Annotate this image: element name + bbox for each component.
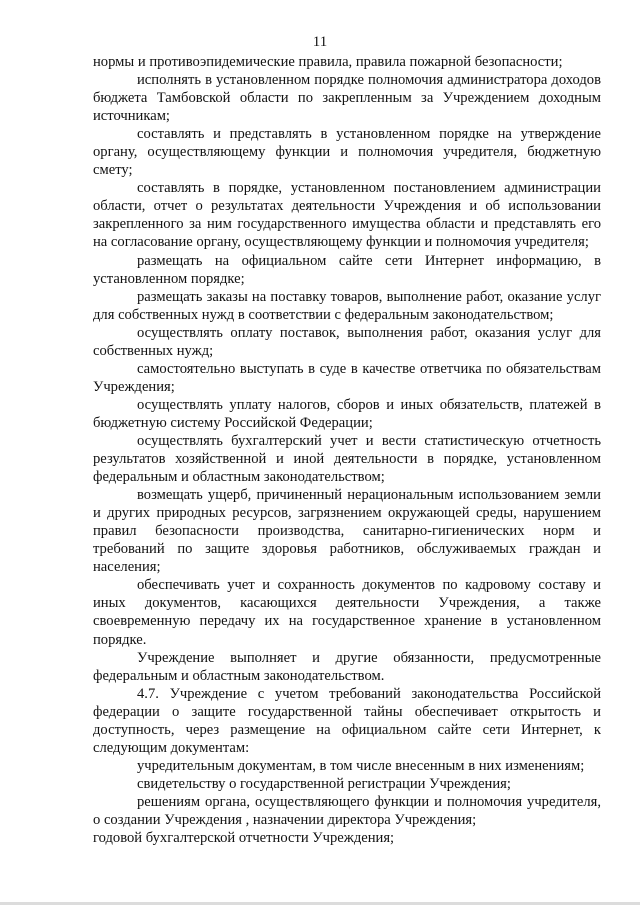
paragraph: составлять в порядке, установленном постановлением администрации области, отчет о результатах деятельности Учреждения и об использовании закрепленного за ним государственного имущества области и представлять его на согласование органу, осуществляющему функции и полномочия учредителя;	[93, 180, 601, 251]
paragraph: возмещать ущерб, причиненный нерациональным использованием земли и других природных ресурсов, загрязнением окружающей среды, нарушением правил безопасности производства, санитарно-гигиенических норм и требований по защите здоровья работников, обслуживаемых граждан и населения;	[93, 487, 601, 576]
paragraph: свидетельству о государственной регистрации Учреждения;	[137, 775, 511, 792]
paragraph: осуществлять оплату поставок, выполнения работ, оказания услуг для собственных нужд;	[93, 324, 601, 359]
paragraph: нормы и противоэпидемические правила, правила пожарной безопасности;	[93, 54, 563, 70]
paragraph: решениям органа, осуществляющего функции и полномочия учредителя, о создании Учреждения , назначении директора Учреждения;	[93, 793, 601, 828]
document-body	[93, 53, 601, 847]
paragraph: осуществлять уплату налогов, сборов и иных обязательств, платежей в бюджетную систему Российской Федерации;	[93, 396, 601, 431]
paragraph: размещать на официальном сайте сети Интернет информацию, в установленном порядке;	[93, 252, 601, 287]
paragraph: годовой бухгалтерской отчетности Учреждения;	[93, 830, 395, 847]
paragraph: самостоятельно выступать в суде в качестве ответчика по обязательствам Учреждения;	[93, 360, 601, 395]
paragraph: составлять и представлять в установленном порядке на утверждение органу, осуществляющему функции и полномочия учредителя, бюджетную смету;	[93, 126, 601, 179]
page-number: 11	[312, 34, 328, 50]
paragraph: Учреждение выполняет и другие обязанности, предусмотренные федеральным и областным законодательством.	[93, 649, 601, 684]
paragraph: обеспечивать учет и сохранность документов по кадровому составу и иных документов, касающихся деятельности Учреждения, а также своевременную передачу их на государственное хранение в установленном порядке.	[93, 577, 601, 648]
paragraph: 4.7. Учреждение с учетом требований законодательства Российской федерации о защите государственной тайны обеспечивает открытость и доступность, через размещение на официальном сайте сети Интернет, к следующим документам:	[93, 685, 601, 756]
paragraph: учредительным документам, в том числе внесенным в них изменениям;	[137, 757, 585, 774]
paragraph: исполнять в установленном порядке полномочия администратора доходов бюджета Тамбовской области по закрепленным за Учреждением доходным источникам;	[93, 72, 601, 125]
paragraph: размещать заказы на поставку товаров, выполнение работ, оказание услуг для собственных нужд в соответствии с федеральным законодательством;	[93, 288, 601, 323]
paragraph: осуществлять бухгалтерский учет и вести статистическую отчетность результатов хозяйственной и иной деятельности в порядке, установленном федеральным и областным законодательством;	[93, 432, 601, 486]
